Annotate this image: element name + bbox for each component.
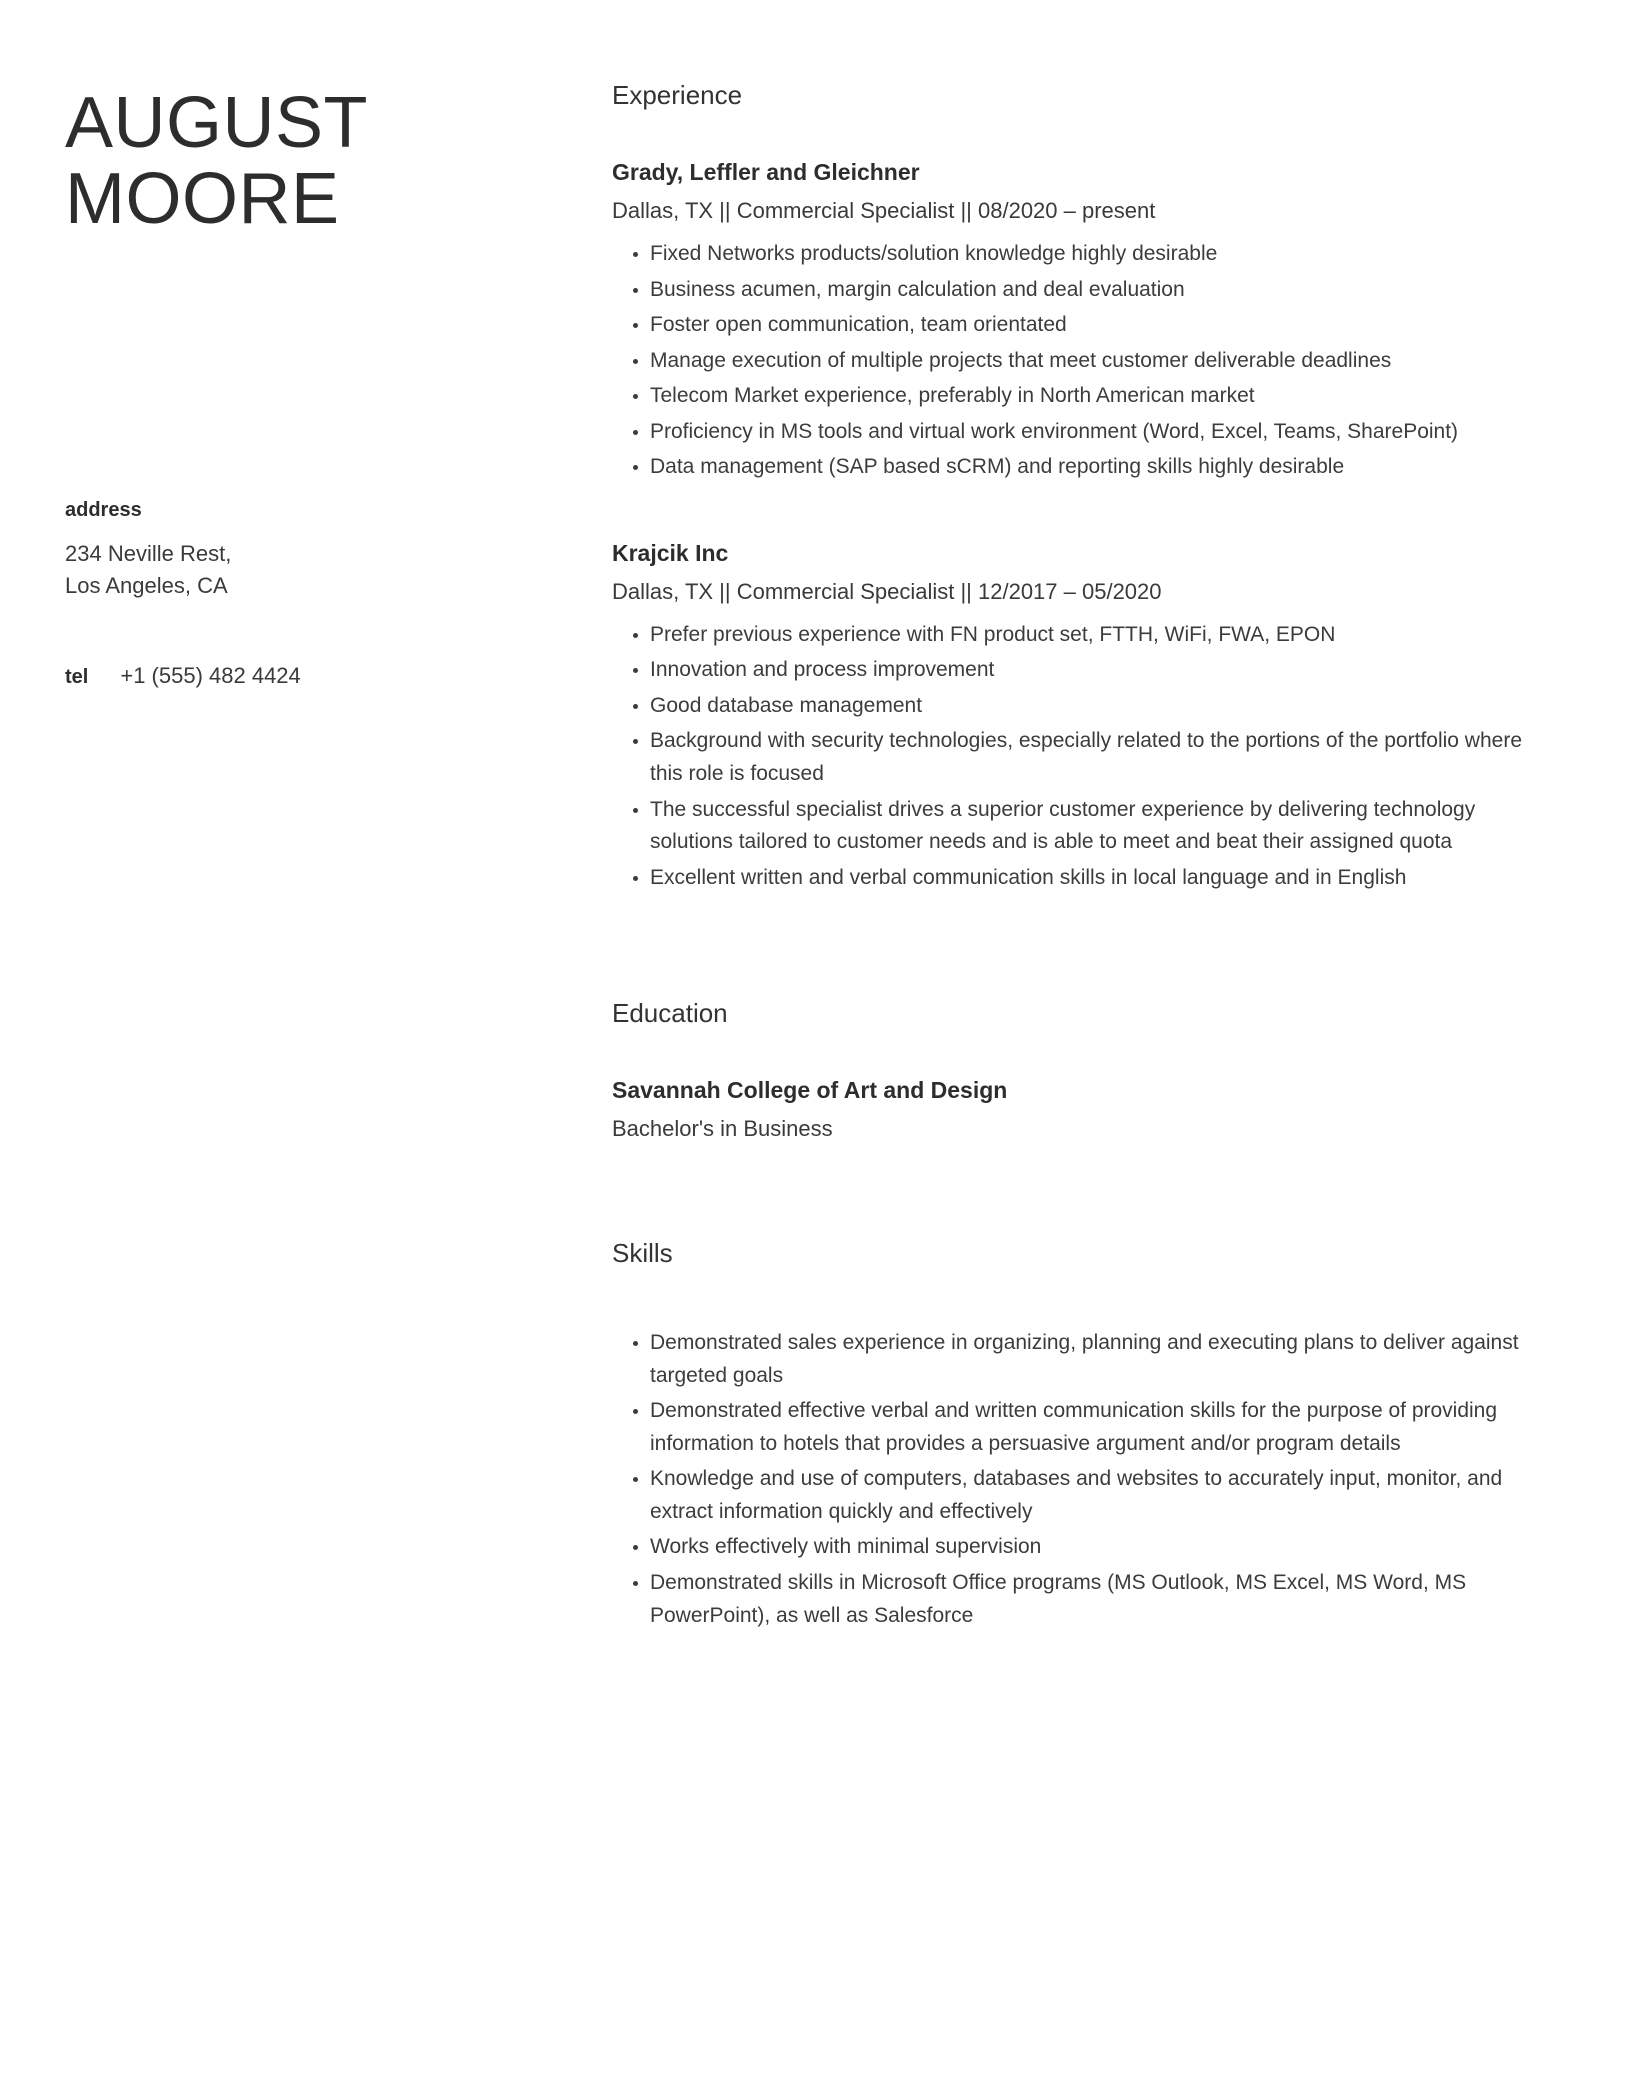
bullet-item: • Data management (SAP based sCRM) and reporting skills highly desirable xyxy=(650,451,1560,484)
bullet-item: • Background with security technologies, especially related to the portions of the portfolio where this role is focused xyxy=(650,725,1560,790)
education-school: Savannah College of Art and Design xyxy=(612,1077,1008,1104)
tel-label: tel xyxy=(65,665,89,688)
bullet-item: • Fixed Networks products/solution knowledge highly desirable xyxy=(650,238,1560,271)
address-label: address xyxy=(65,499,142,522)
section-skills xyxy=(612,1238,1560,1632)
job-company: Grady, Leffler and Gleichner xyxy=(612,159,920,185)
job-bullet-list xyxy=(620,238,1560,484)
education-degree: Bachelor's in Business xyxy=(612,1116,833,1142)
section-experience xyxy=(612,80,1560,894)
bullet-item: • Business acumen, margin calculation and deal evaluation xyxy=(650,274,1560,307)
bullet-item: • Good database management xyxy=(650,690,1560,723)
bullet-item: • Manage execution of multiple projects that meet customer deliverable deadlines xyxy=(650,345,1560,378)
bullet-item: • The successful specialist drives a superior customer experience by delivering technology solutions tailored to customer needs and is able to meet and beat their assigned quota xyxy=(650,794,1560,859)
education-title: Education xyxy=(612,998,728,1029)
tel-block xyxy=(65,660,572,692)
address-block xyxy=(65,499,572,602)
bullet-item: • Knowledge and use of computers, databases and websites to accurately input, monitor, and extract information quickly and effectively xyxy=(650,1463,1560,1528)
section-education xyxy=(612,998,1560,1142)
tel-value: +1 (555) 482 4424 xyxy=(120,662,301,688)
job-entry xyxy=(612,540,1560,894)
bullet-item: • Telecom Market experience, preferably in North American market xyxy=(650,380,1560,413)
job-company: Krajcik Inc xyxy=(612,539,729,566)
skills-title: Skills xyxy=(612,1238,673,1269)
candidate-name xyxy=(65,83,572,239)
bullet-item: • Innovation and process improvement xyxy=(650,654,1560,687)
address-line-2: Los Angeles, CA xyxy=(65,573,228,599)
candidate-name-line1: AUGUST xyxy=(65,83,369,163)
bullet-item: • Works effectively with minimal supervision xyxy=(650,1531,1560,1564)
bullet-item: • Demonstrated skills in Microsoft Office programs (MS Outlook, MS Excel, MS Word, MS PowerPoint), as well as Salesforce xyxy=(650,1567,1560,1632)
candidate-name-line2: MOORE xyxy=(65,158,340,239)
job-meta: Dallas, TX || Commercial Specialist || 12/2017 – 05/2020 xyxy=(612,578,1162,604)
experience-title: Experience xyxy=(612,80,743,110)
bullet-item: • Foster open communication, team orientated xyxy=(650,309,1560,342)
address-line-1: 234 Neville Rest, xyxy=(65,541,232,567)
bullet-item: • Prefer previous experience with FN product set, FTTH, WiFi, FWA, EPON xyxy=(650,619,1560,652)
sidebar xyxy=(0,0,612,2098)
resume-body xyxy=(612,0,1632,2098)
bullet-item: • Demonstrated effective verbal and written communication skills for the purpose of providing information to hotels that provides a persuasive argument and/or program details xyxy=(650,1395,1560,1460)
job-bullet-list xyxy=(620,619,1560,894)
bullet-item: • Demonstrated sales experience in organizing, planning and executing plans to deliver against targeted goals xyxy=(650,1327,1560,1392)
bullet-item: • Proficiency in MS tools and virtual work environment (Word, Excel, Teams, SharePoint) xyxy=(650,416,1560,449)
job-entry xyxy=(612,159,1560,484)
bullet-item: • Excellent written and verbal communication skills in local language and in English xyxy=(650,862,1560,895)
skills-bullet-list xyxy=(620,1327,1560,1632)
job-meta: Dallas, TX || Commercial Specialist || 08/2020 – present xyxy=(612,198,1156,223)
